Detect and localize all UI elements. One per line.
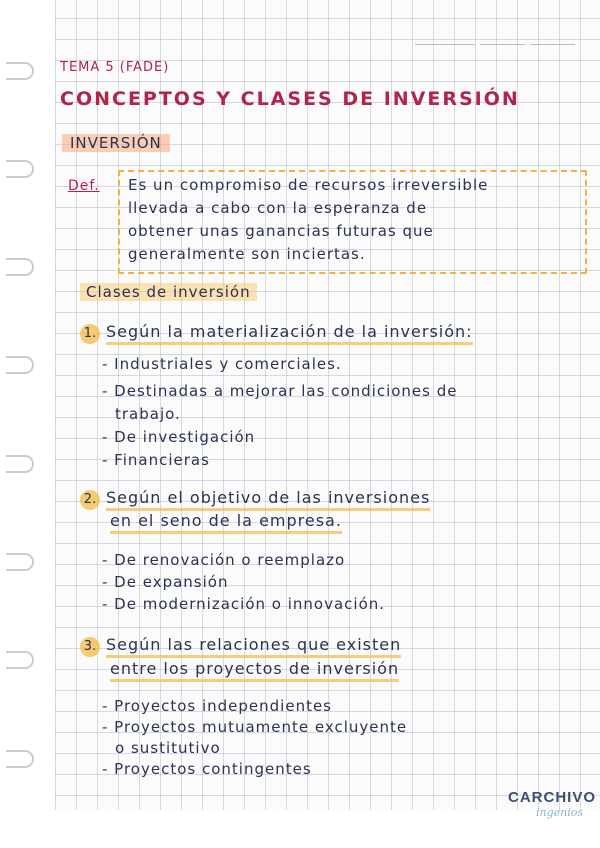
binder-hole-icon: [6, 62, 34, 80]
section-number-badge: 1.: [80, 324, 100, 344]
binder-hole-icon: [6, 258, 34, 276]
list-item: trabajo.: [115, 405, 181, 423]
section-title-text: Según el objetivo de las inversiones: [106, 488, 430, 511]
definition-line: obtener unas ganancias futuras que: [128, 222, 434, 240]
page-bottom-margin: [0, 810, 600, 848]
section-2-title-cont: [110, 511, 342, 530]
binder-hole-icon: [6, 356, 34, 374]
binder-hole-icon: [6, 455, 34, 473]
tema-label: TEMA 5 (FADE): [60, 60, 170, 75]
definition-label: Def.: [68, 178, 100, 194]
definition-line: generalmente son inciertas.: [128, 245, 366, 263]
section-number-badge: 3.: [80, 637, 100, 657]
list-item: - De investigación: [102, 428, 256, 446]
list-item: - Proyectos mutuamente excluyente: [102, 718, 408, 736]
section-heading-inversion: INVERSIÓN: [62, 134, 170, 152]
section-number-badge: 2.: [80, 490, 100, 510]
section-2-title: [80, 488, 430, 510]
list-item: - De modernización o innovación.: [102, 595, 386, 613]
binder-hole-icon: [6, 651, 34, 669]
list-item: - Proyectos contingentes: [102, 760, 312, 778]
list-item: - Financieras: [102, 451, 210, 469]
list-item: - Proyectos independientes: [102, 697, 333, 715]
section-3-title-cont: [110, 659, 399, 678]
section-1-title: [80, 322, 473, 344]
list-item: - Industriales y comerciales.: [102, 355, 342, 373]
date-line: [480, 44, 525, 45]
section-title-text: entre los proyectos de inversión: [110, 659, 399, 682]
section-title-text: en el seno de la empresa.: [110, 511, 342, 534]
carchivo-logo: CARCHIVO: [508, 789, 597, 806]
page-left-margin: [0, 0, 55, 848]
list-item: - De renovación o reemplazo: [102, 551, 346, 569]
section-heading-clases: Clases de inversión: [80, 283, 257, 301]
section-3-title: [80, 635, 401, 657]
page-title: CONCEPTOS Y CLASES DE INVERSIÓN: [60, 88, 520, 110]
binder-hole-icon: [6, 553, 34, 571]
carchivo-logo-subtitle: ingenios: [536, 806, 584, 819]
section-title-text: Según las relaciones que existen: [106, 635, 401, 658]
list-item: - Destinadas a mejorar las condiciones de: [102, 382, 458, 400]
binder-hole-icon: [6, 750, 34, 768]
date-line: [530, 44, 575, 45]
list-item: o sustitutivo: [115, 739, 221, 757]
date-line: [415, 44, 475, 45]
definition-line: llevada a cabo con la esperanza de: [128, 199, 428, 217]
list-item: - De expansión: [102, 573, 229, 591]
binder-hole-icon: [6, 160, 34, 178]
section-title-text: Según la materialización de la inversión:: [106, 322, 473, 345]
definition-line: Es un compromiso de recursos irreversible: [128, 176, 489, 194]
